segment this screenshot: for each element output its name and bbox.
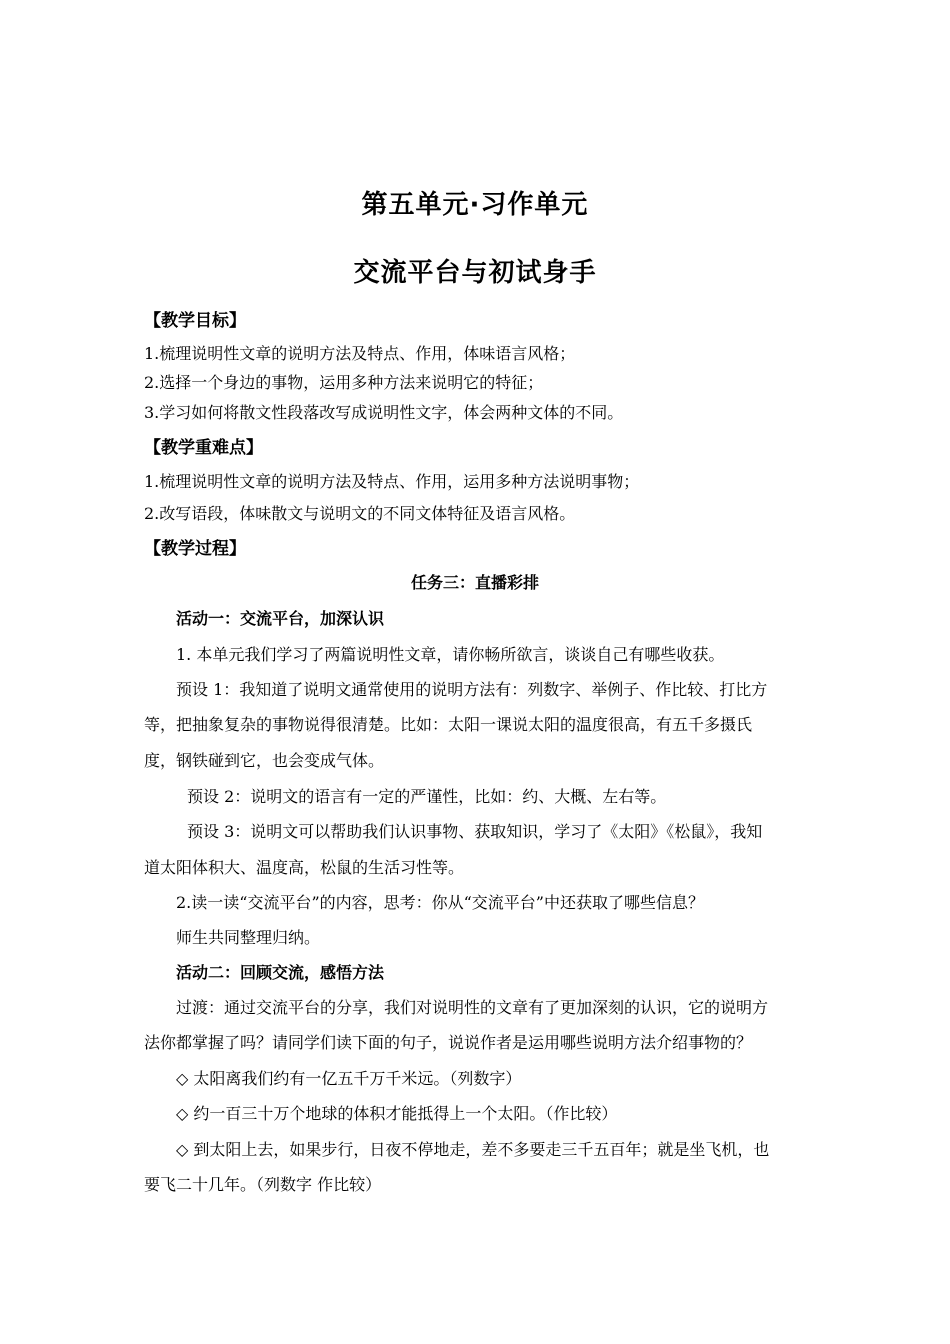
paragraph-line: 度，钢铁碰到它，也会变成气体。 bbox=[144, 751, 385, 770]
activity1-title: 活动一：交流平台，加深认识 bbox=[176, 609, 385, 628]
objective-item: 2.选择一个身边的事物，运用多种方法来说明它的特征； bbox=[144, 373, 544, 392]
bullet-item: ◇ 到太阳上去，如果步行，日夜不停地走，差不多要走三千五百年；就是坐飞机，也 bbox=[176, 1140, 770, 1159]
paragraph-line: 要飞二十几年。（列数字 作比较） bbox=[144, 1175, 382, 1194]
process-heading: 【教学过程】 bbox=[144, 539, 246, 559]
task-title: 任务三：直播彩排 bbox=[410, 573, 539, 592]
objective-item: 1.梳理说明性文章的说明方法及特点、作用，体味语言风格； bbox=[144, 344, 576, 363]
activity2-title: 活动二：回顾交流，感悟方法 bbox=[176, 963, 385, 982]
paragraph-line: 等，把抽象复杂的事物说得很清楚。比如：太阳一课说太阳的温度很高，有五千多摄氏 bbox=[144, 715, 753, 734]
paragraph-line: 2.读一读“交流平台”的内容，思考：你从“交流平台”中还获取了哪些信息？ bbox=[176, 893, 704, 912]
paragraph-line: 师生共同整理归纳。 bbox=[176, 928, 321, 947]
paragraph-line: 1. 本单元我们学习了两篇说明性文章，请你畅所欲言，谈谈自己有哪些收获。 bbox=[176, 645, 725, 664]
paragraph-line: 预设 2：说明文的语言有一定的严谨性，比如：约、大概、左右等。 bbox=[187, 787, 667, 806]
keypoint-item: 1.梳理说明性文章的说明方法及特点、作用，运用多种方法说明事物； bbox=[144, 472, 640, 491]
objectives-heading: 【教学目标】 bbox=[144, 311, 246, 331]
paragraph-line: 过渡：通过交流平台的分享，我们对说明性的文章有了更加深刻的认识，它的说明方 bbox=[176, 998, 769, 1017]
paragraph-line: 法你都掌握了吗？请同学们读下面的句子，说说作者是运用哪些说明方法介绍事物的？ bbox=[144, 1033, 753, 1052]
keypoints-heading: 【教学重难点】 bbox=[144, 438, 263, 458]
paragraph-line: 预设 3：说明文可以帮助我们认识事物、获取知识，学习了《太阳》《松鼠》，我知 bbox=[187, 822, 763, 841]
page-subtitle: 交流平台与初试身手 bbox=[353, 258, 597, 288]
page-title: 第五单元·习作单元 bbox=[361, 190, 589, 220]
bullet-item: ◇ 太阳离我们约有一亿五千万千米远。（列数字） bbox=[176, 1069, 522, 1088]
paragraph-line: 预设 1：我知道了说明文通常使用的说明方法有：列数字、举例子、作比较、打比方 bbox=[176, 680, 768, 699]
keypoint-item: 2.改写语段，体味散文与说明文的不同文体特征及语言风格。 bbox=[144, 504, 576, 523]
bullet-item: ◇ 约一百三十万个地球的体积才能抵得上一个太阳。（作比较） bbox=[176, 1104, 618, 1123]
paragraph-line: 道太阳体积大、温度高，松鼠的生活习性等。 bbox=[144, 858, 465, 877]
objective-item: 3.学习如何将散文性段落改写成说明性文字，体会两种文体的不同。 bbox=[144, 403, 624, 422]
